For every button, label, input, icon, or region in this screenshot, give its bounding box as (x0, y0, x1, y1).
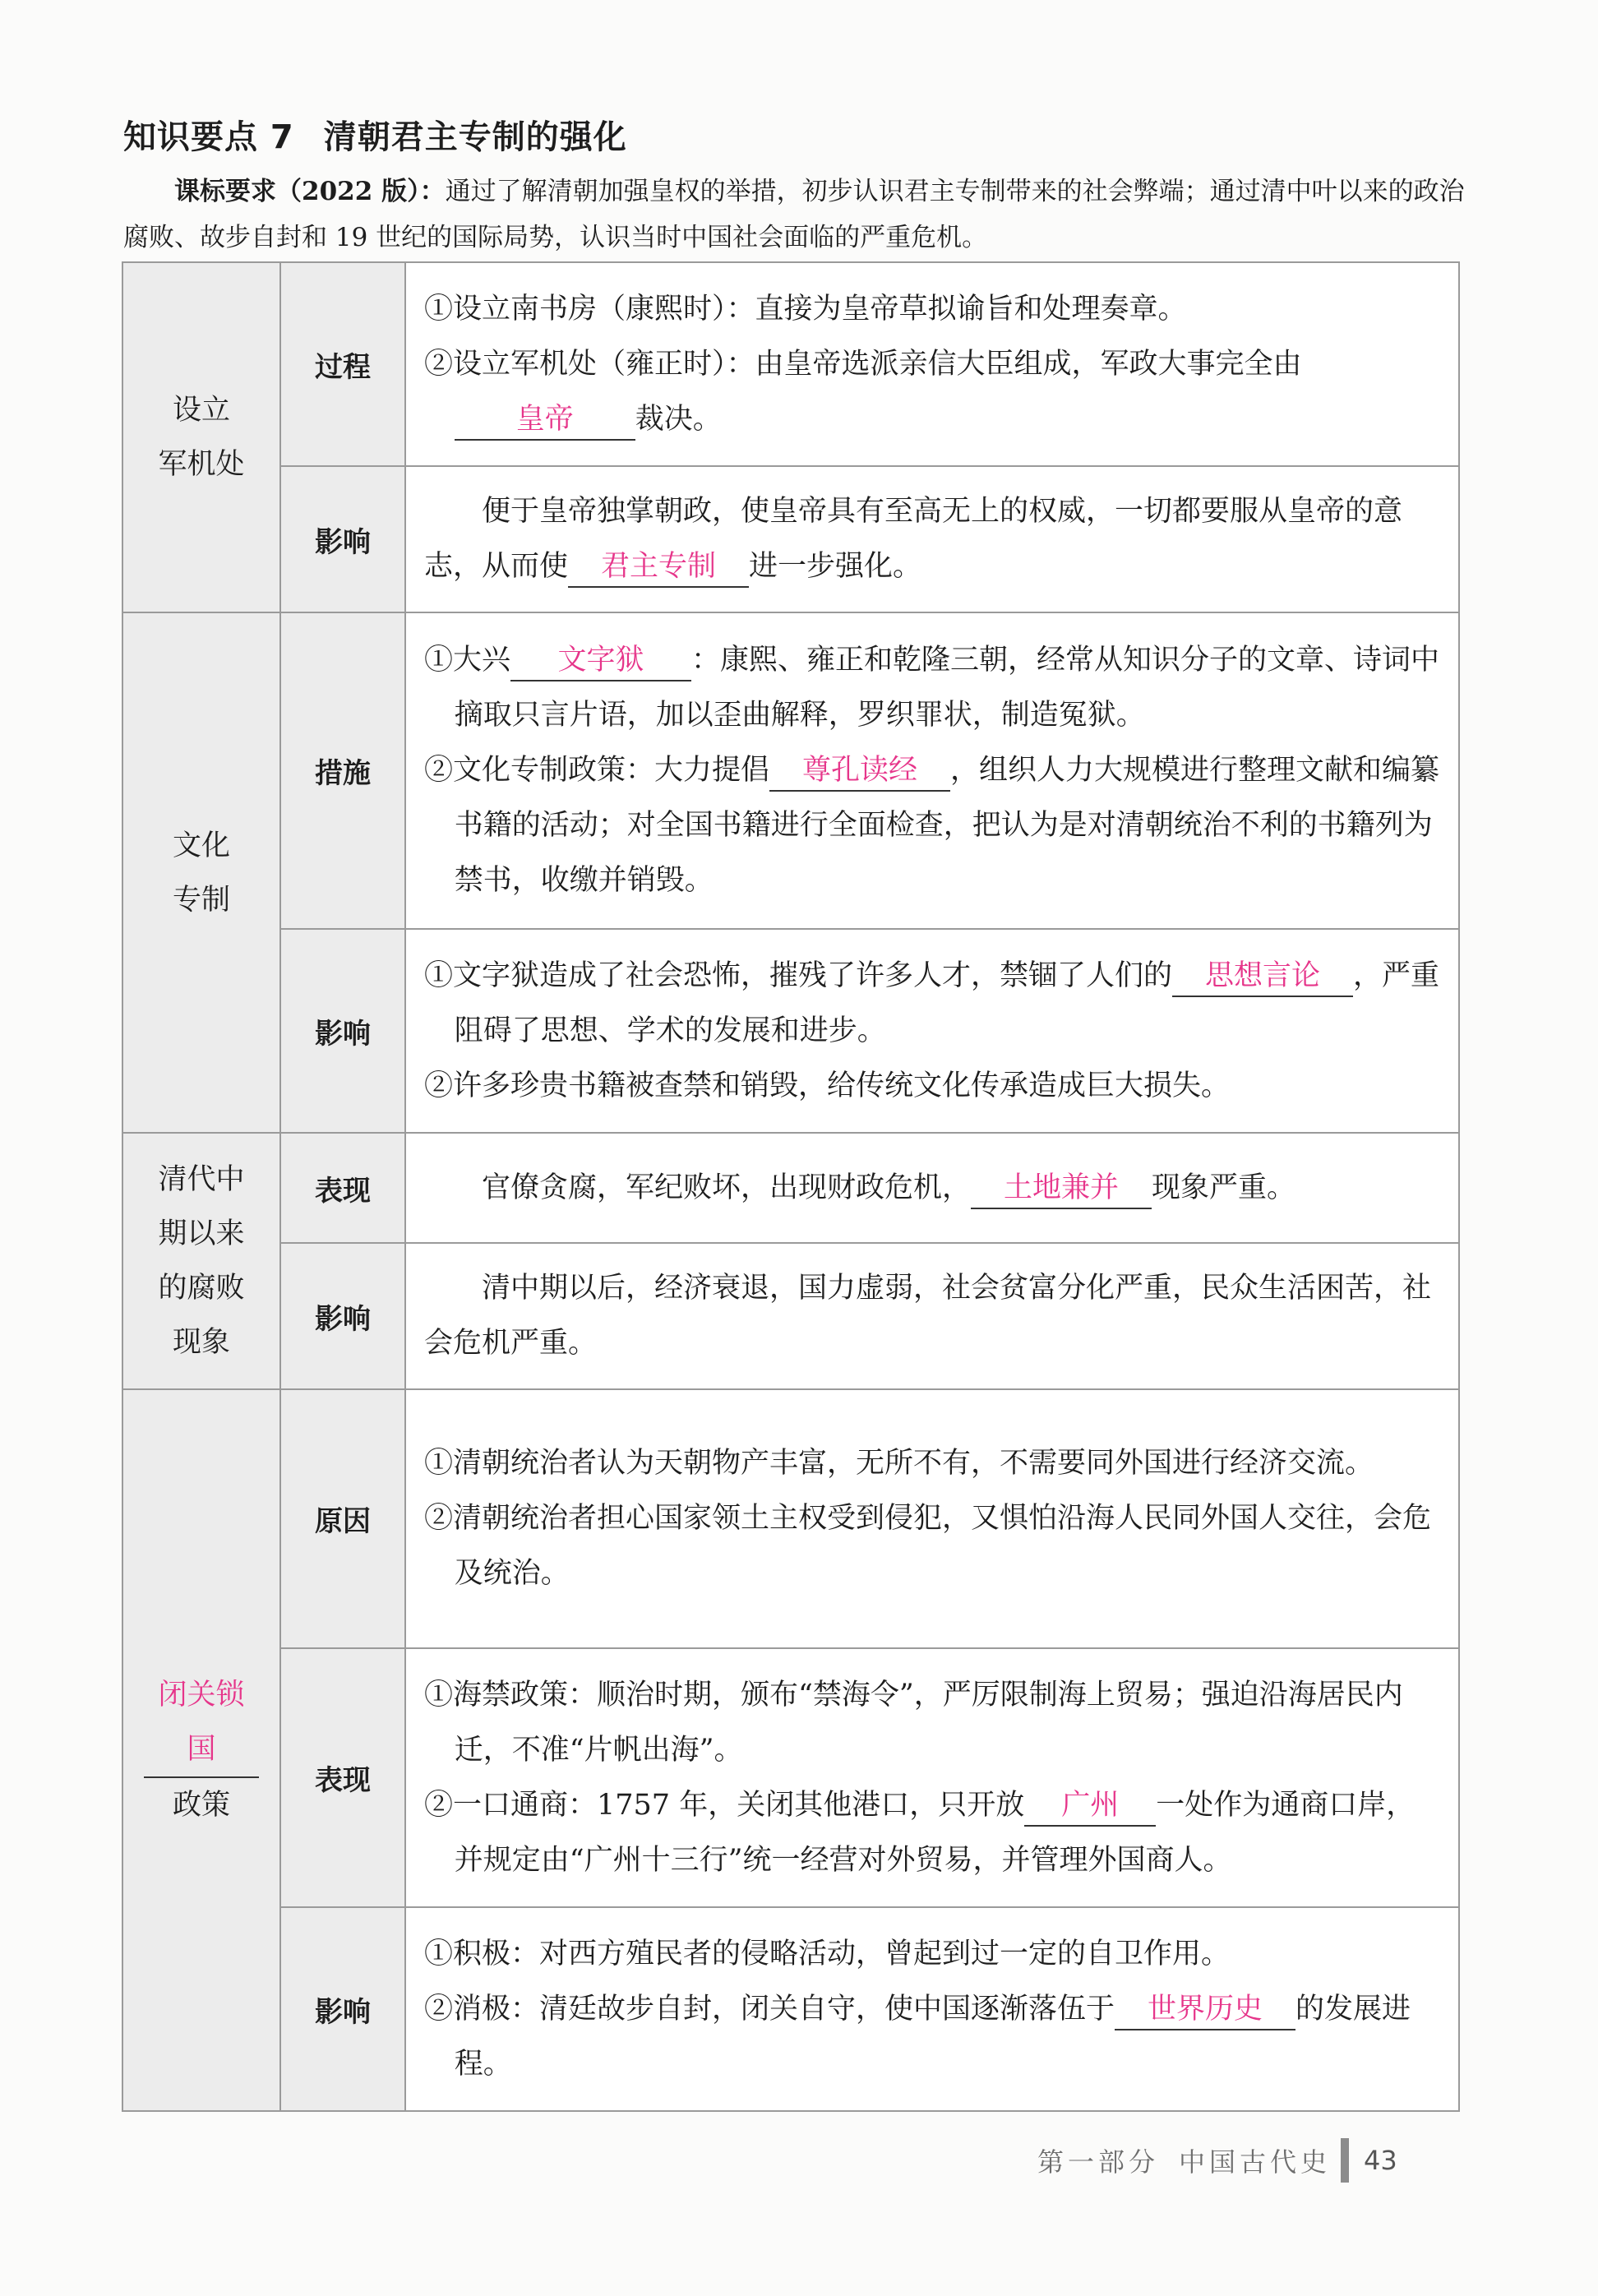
table-row (122, 1243, 1459, 1389)
table-row (122, 1133, 1459, 1243)
list-item: ①积极：对西方殖民者的侵略活动，曾起到过一定的自卫作用。 (424, 1937, 1231, 1970)
heading-title: 清朝君主专制的强化 (323, 118, 627, 156)
table-row (122, 612, 1459, 929)
impact-content (405, 1243, 1459, 1389)
table-row (122, 929, 1459, 1133)
manifestation-content (405, 1648, 1459, 1907)
section-heading (123, 111, 627, 158)
list-item: ②文化专制政策：大力提倡 尊孔读经 ，组织人力大规模进行整理文献和编纂书籍的活动；对全国书籍进行全面检查，把认为是对清朝统治不利的书籍列为禁书，收缴并销毁。 (424, 743, 1440, 908)
row-label-impact: 影响 (280, 1243, 405, 1389)
answer-blank: 尊孔读经 (769, 751, 950, 792)
impact-content (405, 929, 1459, 1133)
row-label-manifestation: 表现 (280, 1648, 405, 1907)
list-item: ①大兴 文字狱 ：康熙、雍正和乾隆三朝，经常从知识分子的文章、诗词中摘取只言片语，加以歪曲解释，罗织罪状，制造冤狱。 (424, 633, 1440, 743)
row-label-impact: 影响 (280, 1907, 405, 2111)
curriculum-requirement (123, 169, 1471, 261)
category-cultural-autocracy: 文化 专制 (122, 612, 280, 1133)
page-footer (1037, 2137, 1397, 2183)
row-label-impact: 影响 (280, 929, 405, 1133)
row-label-cause: 原因 (280, 1389, 405, 1648)
list-item: ②消极：清廷故步自封，闭关自守，使中国逐渐落伍于 世界历史 的发展进程。 (424, 1982, 1440, 2092)
list-item: ①设立南书房（康熙时）：直接为皇帝草拟谕旨和处理奏章。 (424, 292, 1187, 326)
table-row (122, 466, 1459, 612)
footer-part: 第一部分 (1037, 2146, 1160, 2178)
list-item: ②清朝统治者担心国家领土主权受到侵犯，又惧怕沿海人民同外国人交往，会危及统治。 (424, 1502, 1432, 1590)
cause-content (405, 1389, 1459, 1648)
list-item: ②许多珍贵书籍被查禁和销毁，给传统文化传承造成巨大损失。 (424, 1069, 1231, 1102)
row-label-manifestation: 表现 (280, 1133, 405, 1243)
table-row (122, 1389, 1459, 1648)
impact-content (405, 1907, 1459, 2111)
row-label-impact: 影响 (280, 466, 405, 612)
paragraph: 官僚贪腐，军纪败坏，出现财政危机， 土地兼并 现象严重。 (424, 1161, 1440, 1216)
footer-divider (1341, 2138, 1349, 2183)
category-grand-council: 设立 军机处 (122, 262, 280, 612)
list-item: ②一口通商：1757 年，关闭其他港口，只开放 广州 一处作为通商口岸，并规定由“广州十三行”统一经营对外贸易，并管理外国商人。 (424, 1778, 1440, 1888)
impact-content (405, 466, 1459, 612)
answer-blank: 皇帝 (455, 400, 635, 441)
answer-blank: 土地兼并 (971, 1168, 1152, 1209)
requirement-label: 课标要求（2022 版）： (174, 177, 446, 206)
answer-blank: 闭关锁国 (144, 1668, 259, 1778)
table-row (122, 1907, 1459, 2111)
list-item: ①清朝统治者认为天朝物产丰富，无所不有，不需要同外国进行经济交流。 (424, 1447, 1374, 1480)
paragraph: 清中期以后，经济衰退，国力虚弱，社会贫富分化严重，民众生活困苦，社会危机严重。 (424, 1272, 1432, 1360)
answer-blank: 君主专制 (568, 547, 749, 588)
answer-blank: 思想言论 (1172, 956, 1353, 997)
manifestation-content (405, 1133, 1459, 1243)
heading-label: 知识要点 7 (123, 118, 294, 156)
process-content (405, 262, 1459, 466)
measures-content (405, 612, 1459, 929)
row-label-measures: 措施 (280, 612, 405, 929)
paragraph: 便于皇帝独掌朝政，使皇帝具有至高无上的权威，一切都要服从皇帝的意志，从而使 君主专制 进一步强化。 (424, 484, 1440, 594)
table-row (122, 1648, 1459, 1907)
footer-subject: 中国古代史 (1179, 2146, 1332, 2178)
answer-blank: 文字狱 (510, 640, 691, 681)
requirement-text: 通过了解清朝加强皇权的举措，初步认识君主专制带来的社会弊端；通过清中叶以来的政治腐败、故步自封和 19 世纪的国际局势，认识当时中国社会面临的严重危机。 (123, 177, 1465, 252)
page-number: 43 (1364, 2145, 1397, 2176)
category-corruption: 清代中 期以来 的腐败 现象 (122, 1133, 280, 1389)
category-closed-door-policy: 闭关锁国 政策 (122, 1389, 280, 2111)
list-item: ①海禁政策：顺治时期，颁布“禁海令”，严厉限制海上贸易；强迫沿海居民内迁，不准“片帆出海”。 (424, 1678, 1403, 1767)
answer-blank: 世界历史 (1115, 1989, 1295, 2030)
table-row (122, 262, 1459, 466)
knowledge-table (122, 261, 1460, 2112)
answer-blank: 广州 (1024, 1786, 1156, 1827)
list-item: ②设立军机处（雍正时）：由皇帝选派亲信大臣组成，军政大事完全由皇帝 裁决。 (424, 337, 1440, 447)
list-item: ①文字狱造成了社会恐怖，摧残了许多人才，禁锢了人们的 思想言论 ，严重阻碍了思想、学术的发展和进步。 (424, 949, 1440, 1059)
row-label-process: 过程 (280, 262, 405, 466)
